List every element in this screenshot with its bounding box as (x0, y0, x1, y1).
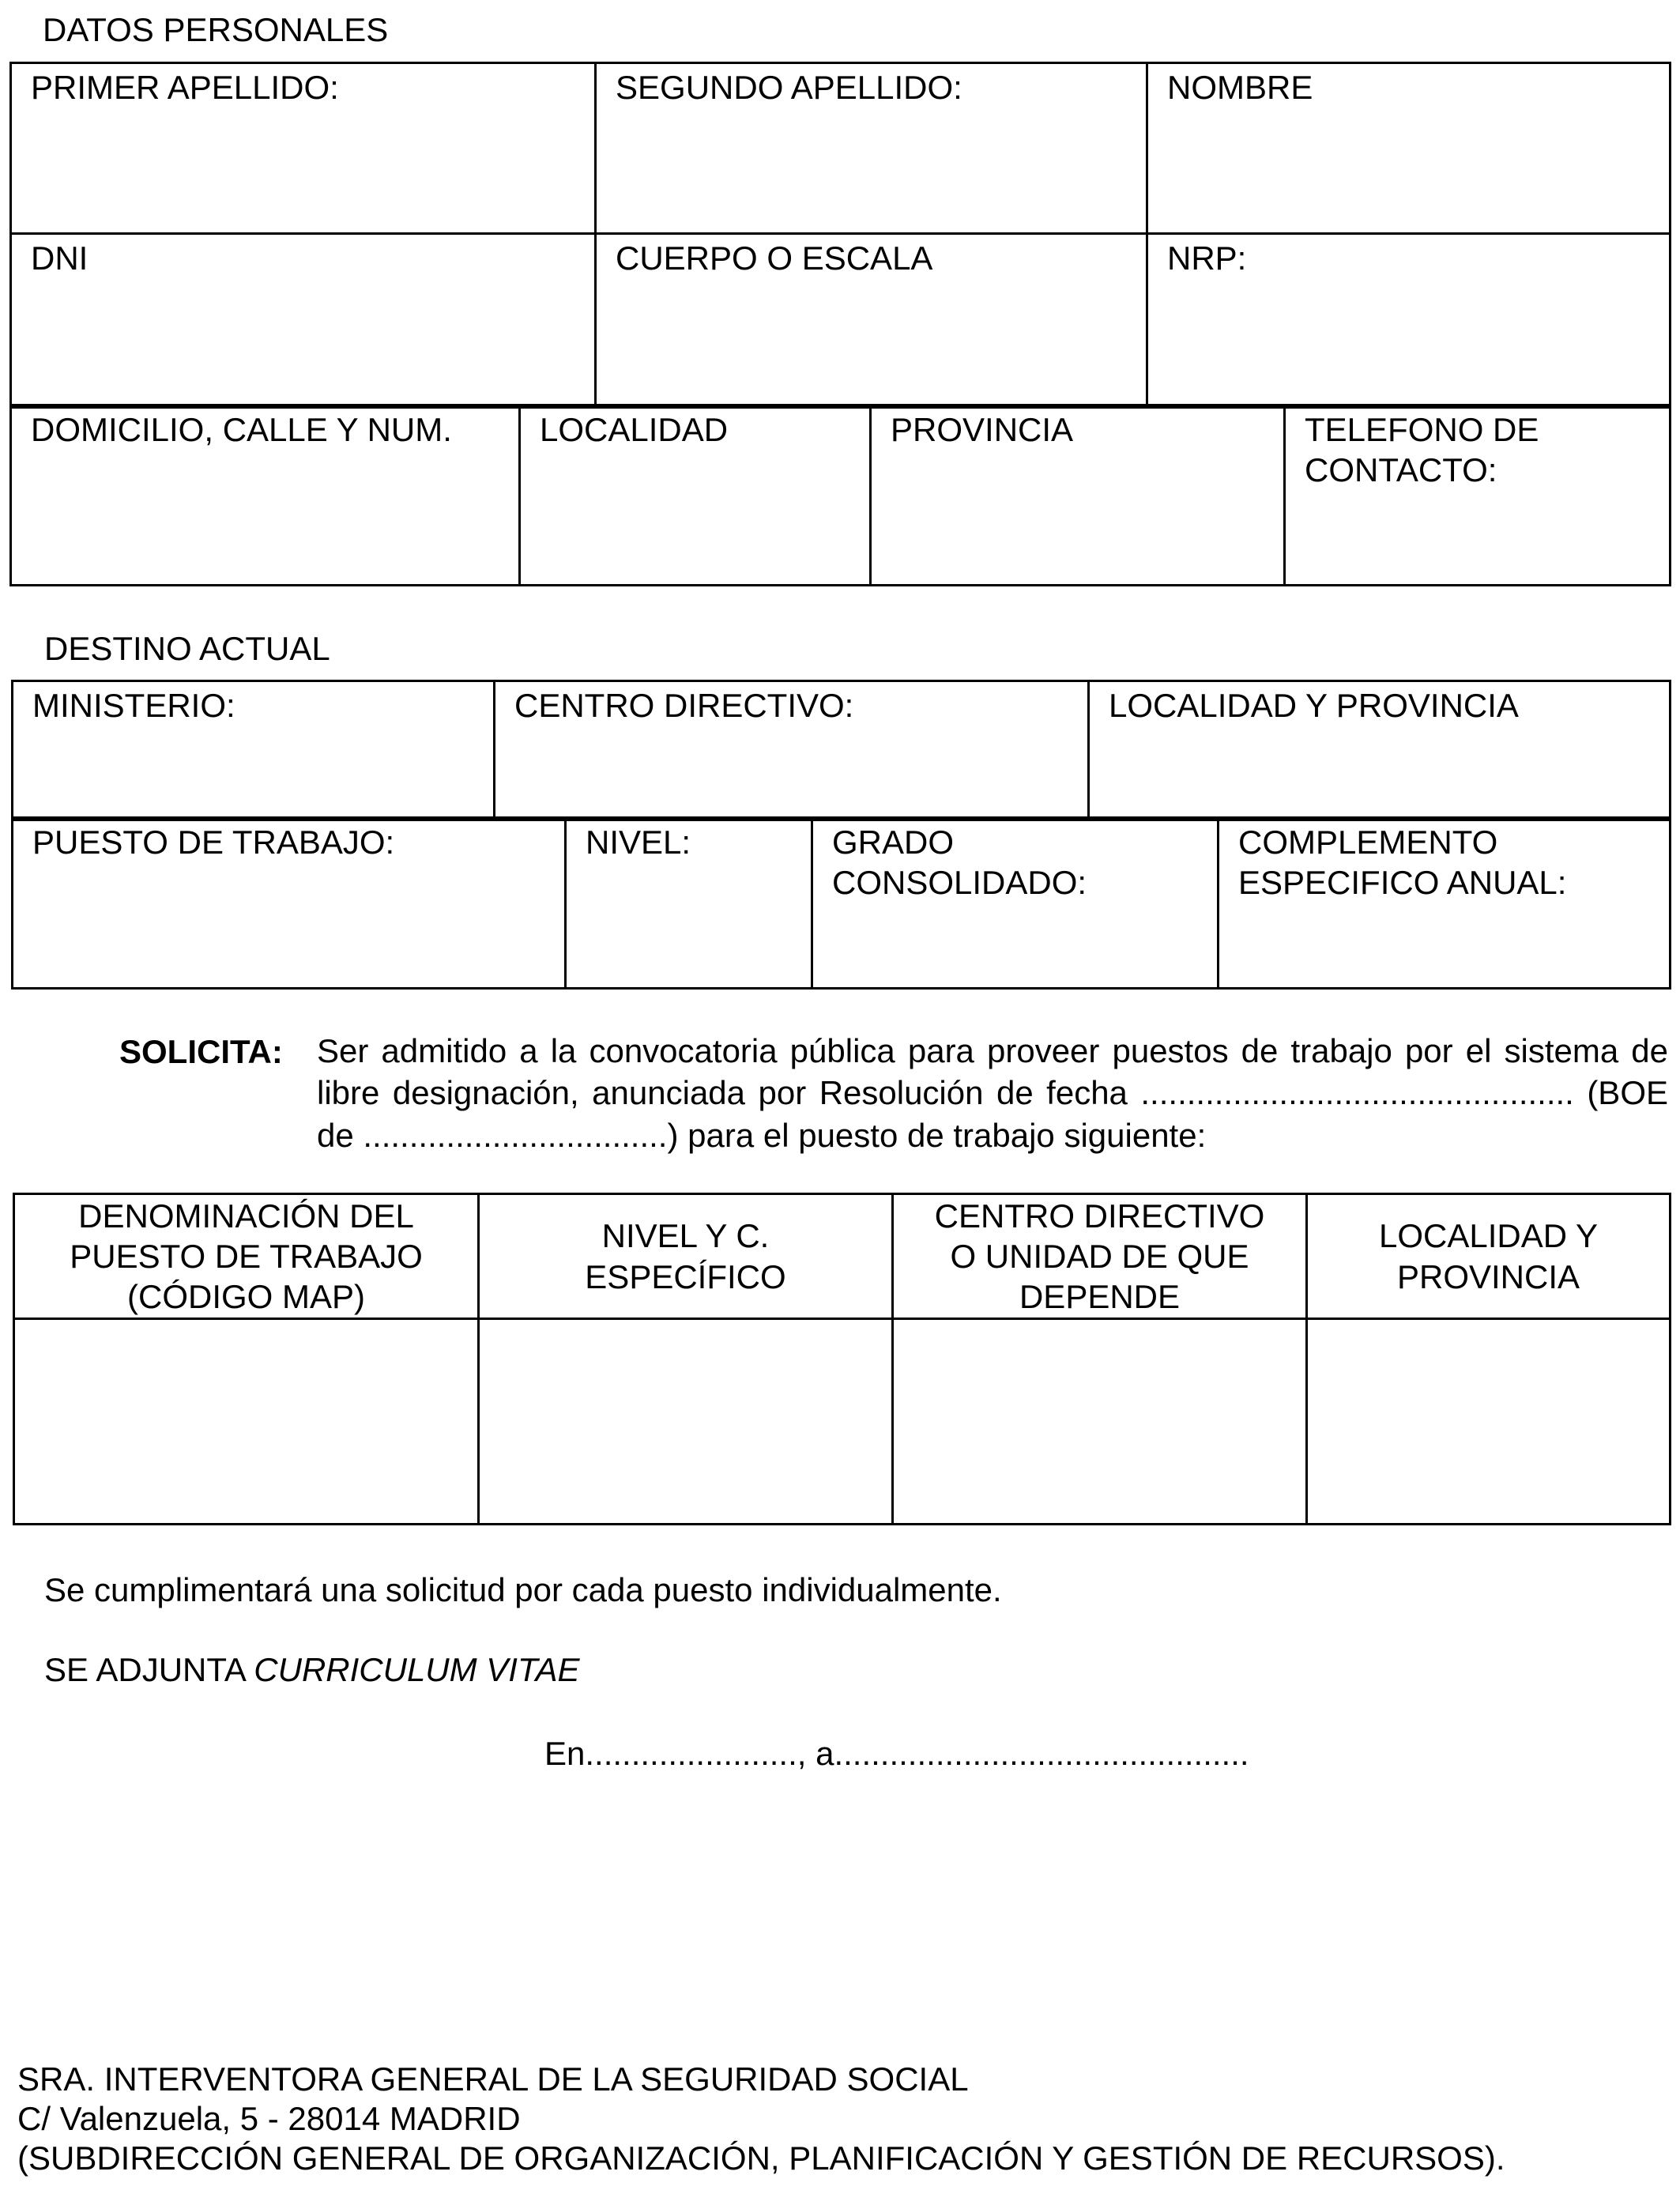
ministerio-label: MINISTERIO: (32, 687, 235, 724)
nombre-field[interactable] (1147, 63, 1671, 234)
header-centro-directivo: CENTRO DIRECTIVO O UNIDAD DE QUE DEPENDE (893, 1194, 1307, 1319)
localidad-provincia-input-cell[interactable] (1307, 1319, 1671, 1525)
domicilio-label: DOMICILIO, CALLE Y NUM. (31, 411, 452, 448)
puesto-solicitado-table (13, 1193, 1671, 1525)
localidad-label: LOCALIDAD (540, 411, 729, 448)
localidad-provincia-field[interactable] (1089, 681, 1671, 820)
nivel-label: NIVEL: (586, 824, 691, 861)
addressee-line-2: C/ Valenzuela, 5 - 28014 MADRID (17, 2099, 521, 2137)
nivel-field[interactable] (566, 818, 812, 989)
dni-field[interactable] (11, 234, 596, 408)
destino-actual-title: DESTINO ACTUAL (44, 630, 330, 667)
complemento-especifico-field[interactable] (1219, 818, 1671, 989)
note-text: Se cumplimentará una solicitud por cada puesto individualmente. (44, 1571, 1002, 1608)
adjunta-italic: CURRICULUM VITAE (254, 1651, 580, 1688)
provincia-field[interactable] (871, 405, 1285, 586)
addressee-block (17, 2060, 1505, 2178)
nrp-label: NRP: (1167, 239, 1247, 277)
datos-personales-table-b (9, 404, 1671, 586)
segundo-apellido-field[interactable] (596, 63, 1147, 234)
solicita-label: SOLICITA: (119, 1033, 283, 1070)
puesto-trabajo-field[interactable] (13, 818, 566, 989)
puesto-trabajo-label: PUESTO DE TRABAJO: (32, 824, 395, 861)
header-denominacion: DENOMINACIÓN DEL PUESTO DE TRABAJO (CÓDIGO MAP) (14, 1194, 479, 1319)
destino-actual-table-a (11, 680, 1671, 821)
centro-directivo-label: CENTRO DIRECTIVO: (514, 687, 854, 724)
localidad-field[interactable] (520, 405, 871, 586)
adjunta-text (44, 1649, 580, 1691)
complemento-especifico-label: COMPLEMENTO ESPECIFICO ANUAL: (1238, 824, 1567, 902)
nivel-especifico-input-cell[interactable] (479, 1319, 893, 1525)
domicilio-field[interactable] (11, 405, 520, 586)
datos-personales-title: DATOS PERSONALES (43, 11, 389, 48)
header-localidad-provincia: LOCALIDAD Y PROVINCIA (1307, 1194, 1671, 1319)
lugar-fecha[interactable]: En......................., a............................................. (544, 1735, 1249, 1772)
denominacion-input-cell[interactable] (14, 1319, 479, 1525)
destino-actual-table-b (11, 816, 1671, 990)
telefono-label: TELEFONO DE CONTACTO: (1305, 411, 1539, 489)
cuerpo-escala-label: CUERPO O ESCALA (616, 239, 933, 277)
nombre-label: NOMBRE (1167, 69, 1313, 106)
header-nivel-especifico: NIVEL Y C. ESPECÍFICO (479, 1194, 893, 1319)
centro-directivo-input-cell[interactable] (893, 1319, 1307, 1525)
nrp-field[interactable] (1147, 234, 1671, 408)
centro-directivo-field[interactable] (495, 681, 1089, 820)
datos-personales-table-a (9, 62, 1671, 409)
grado-consolidado-field[interactable] (812, 818, 1219, 989)
solicita-text: Ser admitido a la convocatoria pública para proveer puestos de trabajo por el sistema de libre designación, anunciada por Resolución de fecha ............................................... (BOE de .................................) para el puesto de trabajo siguiente: (317, 1032, 1668, 1154)
primer-apellido-field[interactable] (11, 63, 596, 234)
segundo-apellido-label: SEGUNDO APELLIDO: (616, 69, 962, 106)
addressee-line-1: SRA. INTERVENTORA GENERAL DE LA SEGURIDAD SOCIAL (17, 2060, 969, 2098)
cuerpo-escala-field[interactable] (596, 234, 1147, 408)
telefono-field[interactable] (1285, 405, 1671, 586)
addressee-line-3: (SUBDIRECCIÓN GENERAL DE ORGANIZACIÓN, PLANIFICACIÓN Y GESTIÓN DE RECURSOS). (17, 2139, 1505, 2177)
grado-consolidado-label: GRADO CONSOLIDADO: (832, 824, 1087, 902)
adjunta-prefix: SE ADJUNTA (44, 1651, 254, 1688)
ministerio-field[interactable] (13, 681, 495, 820)
provincia-label: PROVINCIA (891, 411, 1074, 448)
dni-label: DNI (31, 239, 89, 277)
primer-apellido-label: PRIMER APELLIDO: (31, 69, 339, 106)
localidad-provincia-label: LOCALIDAD Y PROVINCIA (1109, 687, 1519, 724)
